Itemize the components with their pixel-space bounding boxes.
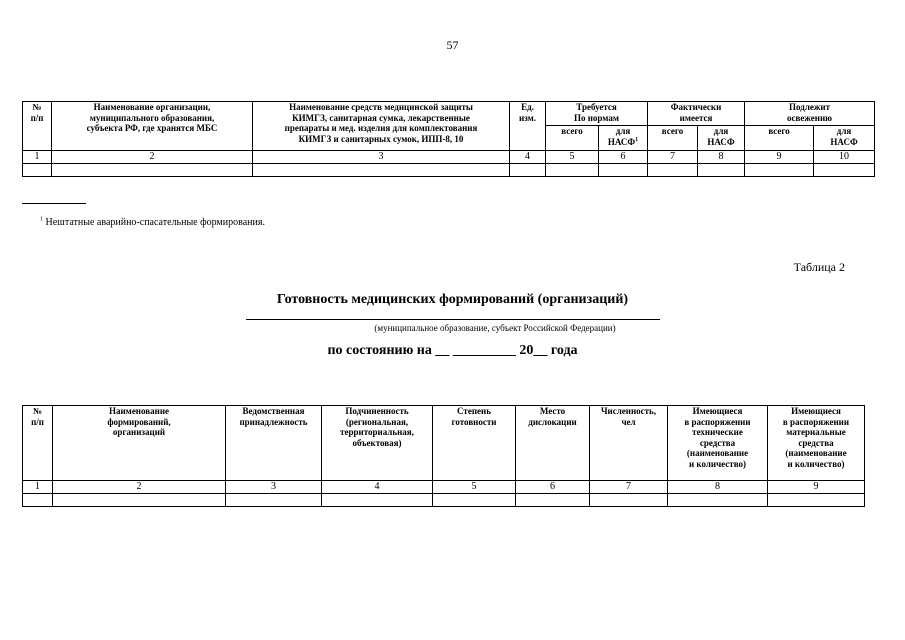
header-organization: Наименование организации, муниципального образования, субъекта РФ, где хранятся МБС (52, 102, 253, 151)
header-technical-means: Имеющиеся в распоряжении технические средства (наименование и количество) (668, 406, 768, 481)
header-actual: Фактически имеется (648, 102, 745, 126)
column-number-row: 1 2 3 4 5 6 7 8 9 (23, 481, 865, 494)
page-number: 57 (446, 38, 459, 52)
header-readiness: Степень готовности (433, 406, 516, 481)
header-refresh-all: всего (745, 126, 814, 151)
footnote-divider (22, 203, 86, 204)
page-title: Готовность медицинских формирований (организаций) (276, 292, 629, 307)
header-required-nasf: для НАСФ$^1$ (599, 126, 648, 151)
footnote: $^1$ Нештатные аварийно-спасательные формирования. (40, 216, 265, 228)
header-num: № п/п (23, 102, 52, 151)
table-row (23, 164, 875, 177)
table-row (23, 494, 865, 507)
header-num: № п/п (23, 406, 53, 481)
resources-table (22, 101, 875, 177)
header-refresh: Подлежит освежению (745, 102, 875, 126)
header-actual-nasf: для НАСФ (698, 126, 745, 151)
header-subordination: Подчиненность (региональная, территориальная, объектовая) (322, 406, 433, 481)
header-material-means: Имеющиеся в распоряжении материальные средства (наименование и количество) (768, 406, 865, 481)
header-department: Ведомственная принадлежность (226, 406, 322, 481)
readiness-table (22, 405, 865, 507)
header-headcount: Численность, чел (590, 406, 668, 481)
fill-in-line (246, 319, 660, 320)
header-required: Требуется По нормам (546, 102, 648, 126)
header-location: Место дислокации (516, 406, 590, 481)
header-refresh-nasf: для НАСФ (814, 126, 875, 151)
column-number-row: 1 2 3 4 5 6 7 8 9 10 (23, 151, 875, 164)
header-required-all: всего (546, 126, 599, 151)
header-formation-name: Наименование формирований, организаций (53, 406, 226, 481)
table-label: Таблица 2 (793, 260, 845, 274)
subtitle: (муниципальное образование, субъект Российской Федерации) (374, 323, 616, 333)
header-means: Наименование средств медицинской защиты КИМГЗ, санитарная сумка, лекарственные препараты и мед. изделия для комплектования КИМГЗ и санитарных сумок, ИПП-8, 10 (253, 102, 510, 151)
date-line: по состоянию на __ _________ 20__ года (327, 343, 578, 358)
header-actual-all: всего (648, 126, 698, 151)
header-unit: Ед. изм. (510, 102, 546, 151)
